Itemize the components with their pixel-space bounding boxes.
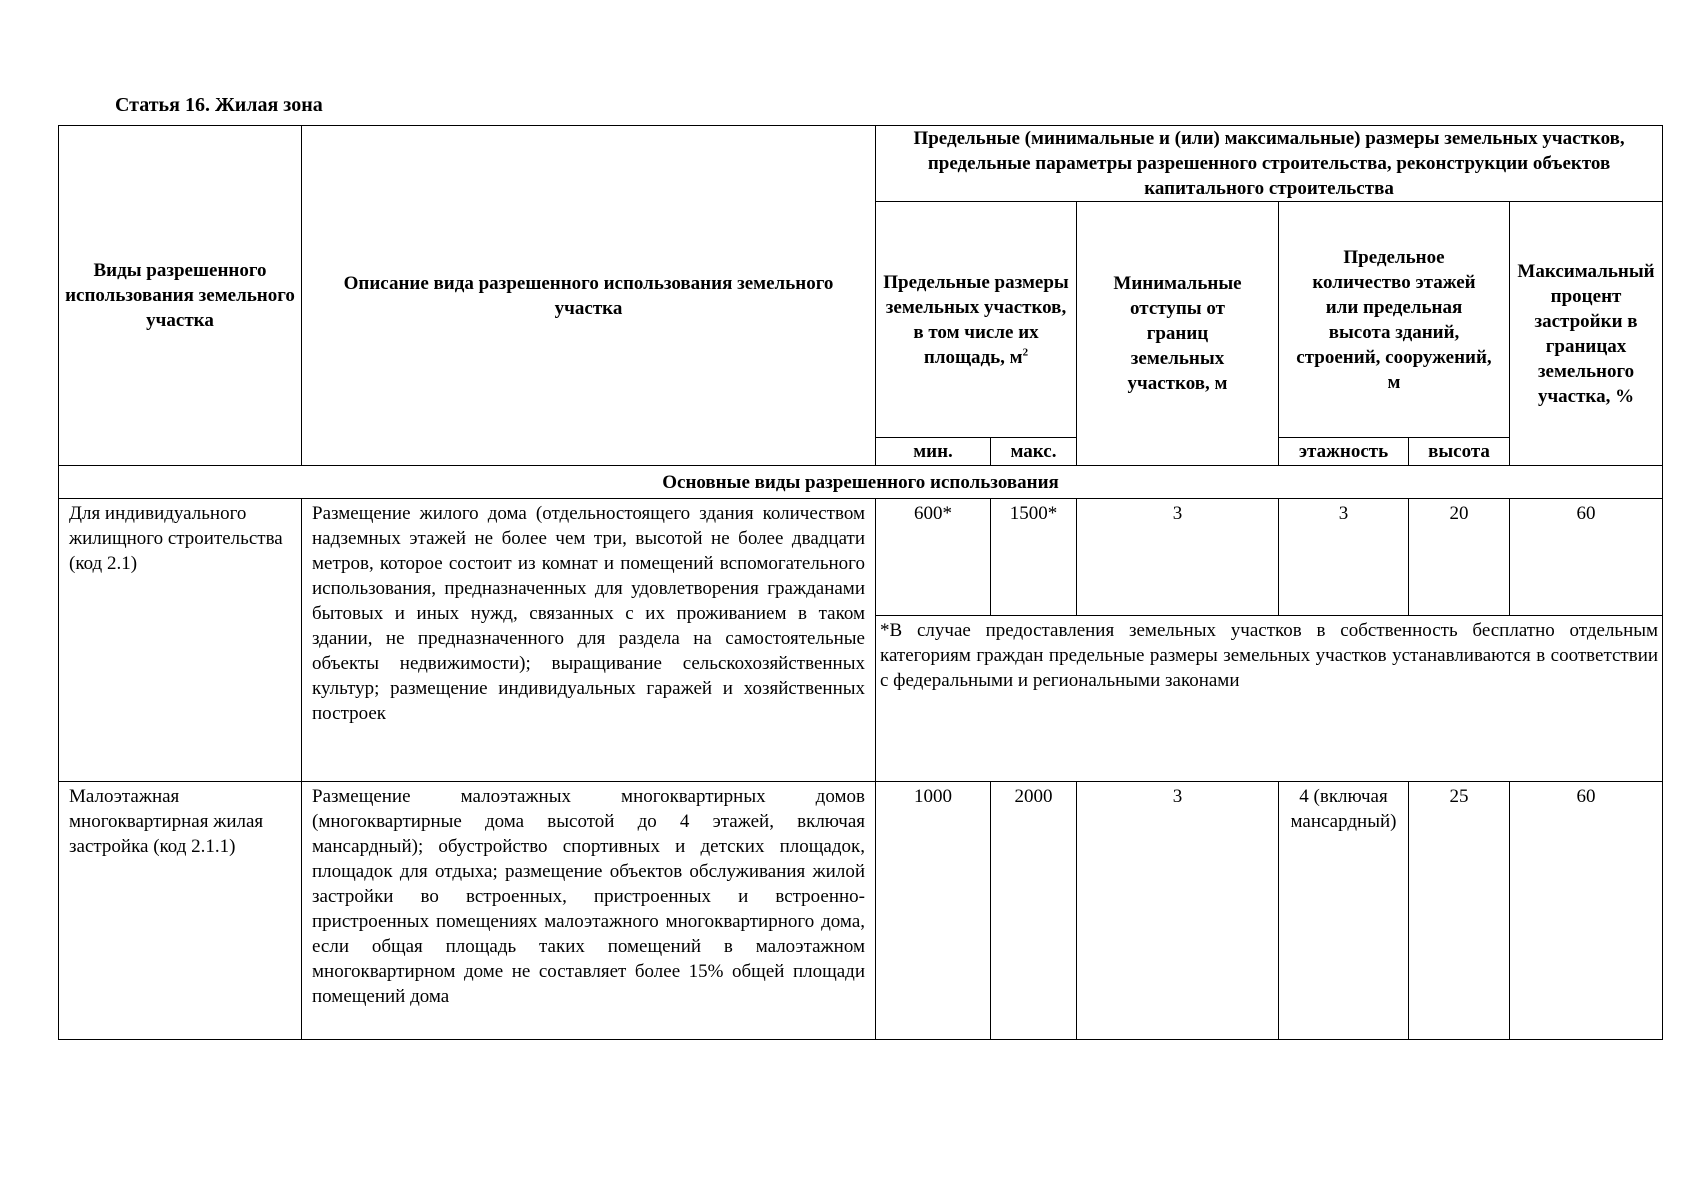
header-floors: Предельное количество этажей или предельная высота зданий, строений, сооружений, м: [1279, 202, 1510, 438]
header-sub-max: макс.: [991, 438, 1077, 466]
row-1-max: 1500*: [991, 499, 1077, 616]
table-row: [59, 782, 1663, 1040]
row-2-name: Малоэтажная многоквартирная жилая застройка (код 2.1.1): [59, 782, 302, 1040]
row-1-height: 20: [1409, 499, 1510, 616]
header-types: Виды разрешенного использования земельного участка: [59, 126, 302, 466]
row-2-setback: 3: [1077, 782, 1279, 1040]
row-1-description: Размещение жилого дома (отдельностоящего здания количеством надземных этажей не более чем три, высотой не более двадцати метров, которое состоит из комнат и помещений вспомогательного использования, предназначенных для удовлетворения гражданами бытовых и иных нужд, связанных с их проживанием в таком здании, не предназначенного для раздела на самостоятельные объекты недвижимости); выращивание сельскохозяйственных культур; размещение индивидуальных гаражей и хозяйственных построек: [302, 499, 876, 782]
row-2-floors: 4 (включая мансардный): [1279, 782, 1409, 1040]
header-limits-group: Предельные (минимальные и (или) максимальные) размеры земельных участков, предельные параметры разрешенного строительства, реконструкции объектов капитального строительства: [876, 126, 1663, 202]
row-2-max: 2000: [991, 782, 1077, 1040]
header-sub-min: мин.: [876, 438, 991, 466]
header-sizes-text: Предельные размеры земельных участков, в том числе их площадь, м: [883, 271, 1069, 368]
row-2-height: 25: [1409, 782, 1510, 1040]
row-2-description: Размещение малоэтажных многоквартирных домов (многоквартирные дома высотой до 4 этажей, включая мансардный); обустройство спортивных и детских площадок, площадок для отдыха; размещение объектов обслуживания жилой застройки во встроенных, пристроенных и встроенно-пристроенных помещениях малоэтажного многоквартирного дома, если общая площадь таких помещений в малоэтажном многоквартирном доме не составляет более 15% общей площади помещений дома: [302, 782, 876, 1040]
row-1-min: 600*: [876, 499, 991, 616]
row-2-min: 1000: [876, 782, 991, 1040]
page-title: Статья 16. Жилая зона: [115, 94, 323, 116]
section-main-title: Основные виды разрешенного использования: [59, 466, 1663, 499]
zoning-table: [58, 125, 1663, 1040]
section-row: [59, 466, 1663, 499]
header-coverage: Максимальный процент застройки в границах земельного участка, %: [1510, 202, 1663, 466]
header-sub-floors: этажность: [1279, 438, 1409, 466]
header-setbacks: Минимальные отступы от границ земельных участков, м: [1077, 202, 1279, 466]
table-row: [59, 499, 1663, 616]
row-1-floors: 3: [1279, 499, 1409, 616]
row-2-coverage: 60: [1510, 782, 1663, 1040]
row-1-name: Для индивидуального жилищного строительства (код 2.1): [59, 499, 302, 782]
row-1-coverage: 60: [1510, 499, 1663, 616]
header-description: Описание вида разрешенного использования земельного участка: [302, 126, 876, 466]
header-sub-height: высота: [1409, 438, 1510, 466]
header-row-1: [59, 126, 1663, 202]
row-1-note: *В случае предоставления земельных участков в собственность бесплатно отдельным категориям граждан предельные размеры земельных участков устанавливаются в соответствии с федеральными и региональными законами: [876, 616, 1663, 782]
header-sizes: [876, 202, 1077, 438]
header-sizes-sup: 2: [1022, 346, 1029, 359]
row-1-setback: 3: [1077, 499, 1279, 616]
